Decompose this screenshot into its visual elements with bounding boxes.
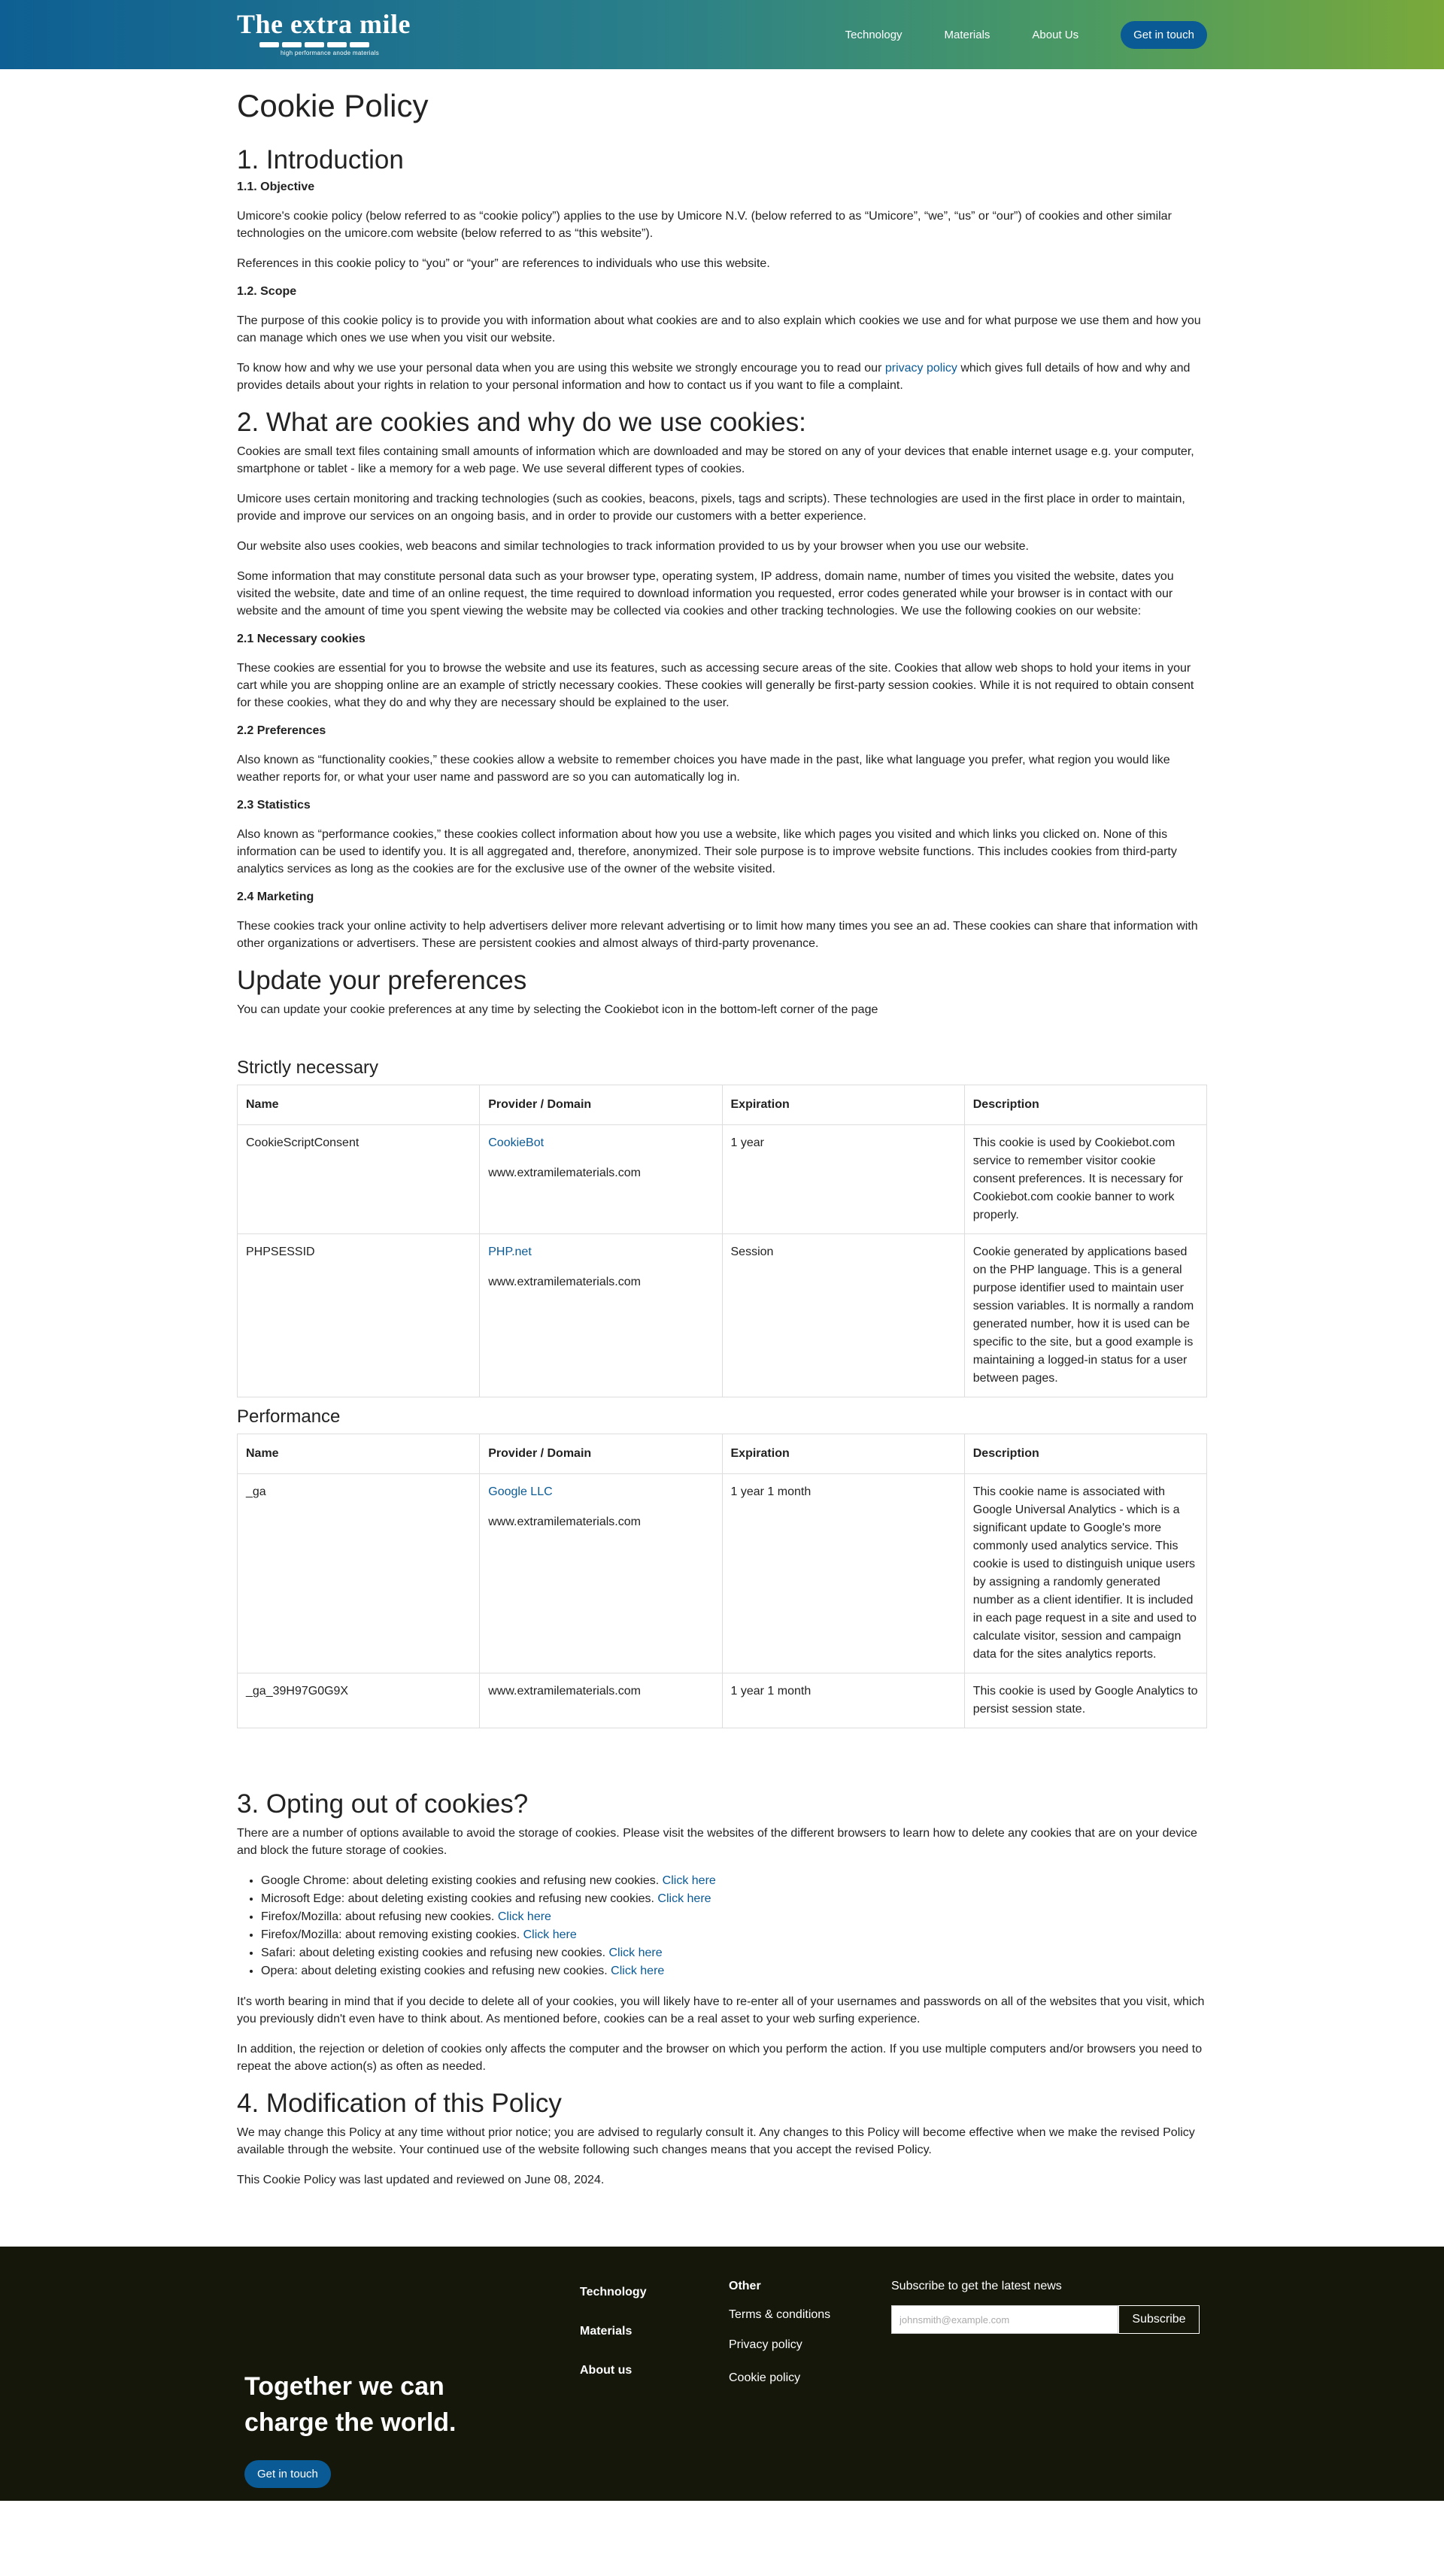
cookie-name: _ga <box>238 1474 480 1673</box>
paragraph: This Cookie Policy was last updated and reviewed on June 08, 2024. <box>237 2174 605 2187</box>
section-introduction <box>237 144 1207 394</box>
nav-about-us[interactable]: About Us <box>1032 29 1079 41</box>
logo-title: The extra mile <box>237 9 411 39</box>
paragraph: Our website also uses cookies, web beacons and similar technologies to track information provided to us by your browser when you use our website. <box>237 540 1029 554</box>
section-heading: 1. Introduction <box>237 145 404 175</box>
paragraph: You can update your cookie preferences at any time by selecting the Cookiebot icon in the bottom-left corner of the page <box>237 1003 878 1017</box>
cookie-expiration: Session <box>722 1234 964 1397</box>
paragraph: Cookies are small text files containing small amounts of information which are downloaded and may be stored on any of your devices that enable internet usage e.g. your computer, smartphone or tablet - like a memory for a web page. We use several different types of cookies. <box>237 445 1194 476</box>
site-footer <box>0 2247 1444 2501</box>
paragraph: Umicore uses certain monitoring and tracking technologies (such as cookies, beacons, pixels, tags and scripts). These technologies are used in the first place in order to maintain, provide and improve our services on an ongoing basis, and in order to provide our customers with a better experience. <box>237 493 1185 523</box>
section-heading: 2. What are cookies and why do we use cookies: <box>237 408 806 438</box>
cookie-domain: www.extramilematerials.com <box>488 1516 641 1529</box>
subheading-marketing: 2.4 Marketing <box>237 891 314 904</box>
column-header-provider: Provider / Domain <box>480 1434 722 1474</box>
browser-list <box>237 1872 1207 1980</box>
logo[interactable] <box>237 11 411 56</box>
section-heading: Update your preferences <box>237 966 527 996</box>
column-header-description: Description <box>964 1085 1206 1125</box>
slogan-line: charge the world. <box>244 2408 457 2438</box>
paragraph: Some information that may constitute personal data such as your browser type, operating system, IP address, domain name, number of times you visited the website, dates you visited the website, date and time of an online request, the time required to download information you requested, error codes generated while your browser is in contact with our website and the amount of time you spent viewing the website may be collected via cookies and other tracking technologies. We use the following cookies on our website: <box>237 570 1174 618</box>
footer-link-materials[interactable]: Materials <box>580 2325 633 2338</box>
cookie-domain: www.extramilematerials.com <box>488 1167 641 1180</box>
cookie-table <box>237 1434 1207 1728</box>
paragraph: Umicore's cookie policy (below referred to as “cookie policy”) applies to the use by Umicore N.V. (below referred to as “Umicore”, “we”, “us” or “our”) of cookies and other similar technologies on the umicore.com website (below referred to as “this website”). <box>237 210 1172 241</box>
paragraph: In addition, the rejection or deletion of cookies only affects the computer and the browser on which you perform the action. If you use multiple computers and/or browsers you need to repeat the above action(s) as often as needed. <box>237 2043 1203 2074</box>
cookie-table-strictly-necessary <box>237 1057 1207 1397</box>
newsletter-form <box>891 2305 1200 2334</box>
nav-technology[interactable]: Technology <box>845 29 902 41</box>
newsletter-heading: Subscribe to get the latest news <box>891 2280 1062 2293</box>
cookie-name: _ga_39H97G0G9X <box>238 1673 480 1728</box>
list-item <box>261 1872 1207 1890</box>
section-opting-out <box>237 1789 1207 2075</box>
list-item <box>261 1944 1207 1962</box>
list-item-text: Firefox/Mozilla: about removing existing cookies. <box>261 1928 523 1942</box>
cookie-provider-cell <box>480 1234 722 1397</box>
click-here-link[interactable]: Click here <box>611 1965 665 1978</box>
paragraph-text: which gives full details of how and why and provides details about your rights in relation to your personal information and how to contact us if you want to file a complaint. <box>237 362 1191 393</box>
paragraph: These cookies track your online activity to help advertisers deliver more relevant advertising or to limit how many times you see an ad. These cookies can share that information with other organizations or advertisers. These are persistent cookies and almost always of third-party provenance. <box>237 920 1198 951</box>
column-header-expiration: Expiration <box>722 1434 964 1474</box>
section-heading: 3. Opting out of cookies? <box>237 1789 529 1819</box>
cookie-domain: www.extramilematerials.com <box>480 1673 722 1728</box>
list-item <box>261 1908 1207 1926</box>
cookie-provider-cell <box>480 1125 722 1234</box>
footer-nav <box>580 2286 647 2403</box>
cookie-description: Cookie generated by applications based on the PHP language. This is a general purpose identifier used to maintain user session variables. It is normally a random generated number, how it is used can be specific to the site, but a good example is maintaining a logged-in status for a user between pages. <box>964 1234 1206 1397</box>
table-row <box>238 1125 1207 1234</box>
list-item-text: Microsoft Edge: about deleting existing cookies and refusing new cookies. <box>261 1892 658 1906</box>
click-here-link[interactable]: Click here <box>657 1892 711 1906</box>
section-modification <box>237 2088 1207 2189</box>
footer-slogan <box>244 2368 457 2441</box>
footer-link-about-us[interactable]: About us <box>580 2364 633 2377</box>
site-header <box>0 0 1444 69</box>
subheading-necessary: 2.1 Necessary cookies <box>237 633 366 646</box>
column-header-name: Name <box>238 1434 480 1474</box>
paragraph: We may change this Policy at any time without prior notice; you are advised to regularly consult it. Any changes to this Policy will become effective when we make the revised Policy available through the website. Your continued use of the website following such changes means that you accept the revised Policy. <box>237 2126 1195 2157</box>
cookie-category-heading: Performance <box>237 1406 341 1428</box>
provider-link[interactable]: CookieBot <box>488 1136 545 1150</box>
table-row <box>238 1673 1207 1728</box>
cookie-expiration: 1 year 1 month <box>722 1474 964 1673</box>
subheading-objective: 1.1. Objective <box>237 181 315 194</box>
column-header-provider: Provider / Domain <box>480 1085 722 1125</box>
paragraph <box>237 360 1207 394</box>
logo-bars <box>259 42 411 47</box>
cookie-expiration: 1 year 1 month <box>722 1673 964 1728</box>
list-item <box>261 1962 1207 1980</box>
cookie-domain: www.extramilematerials.com <box>488 1276 641 1289</box>
subscribe-button[interactable]: Subscribe <box>1118 2305 1200 2334</box>
cookie-table <box>237 1085 1207 1397</box>
footer-get-in-touch-button[interactable]: Get in touch <box>244 2460 331 2488</box>
subheading-preferences: 2.2 Preferences <box>237 724 326 738</box>
list-item-text: Opera: about deleting existing cookies and refusing new cookies. <box>261 1965 611 1978</box>
nav-materials[interactable]: Materials <box>944 29 990 41</box>
column-header-description: Description <box>964 1434 1206 1474</box>
cookie-name: CookieScriptConsent <box>238 1125 480 1234</box>
cookie-description: This cookie is used by Cookiebot.com service to remember visitor cookie consent preferences. It is necessary for Cookiebot.com cookie banner to work properly. <box>964 1125 1206 1234</box>
provider-link[interactable]: Google LLC <box>488 1485 553 1499</box>
paragraph: Also known as “functionality cookies,” these cookies allow a website to remember choices you have made in the past, like what language you prefer, what region you would like weather reports for, or what your user name and password are so you can automatically log in. <box>237 754 1170 784</box>
cookie-name: PHPSESSID <box>238 1234 480 1397</box>
list-item <box>261 1926 1207 1944</box>
list-item-text: Firefox/Mozilla: about refusing new cookies. <box>261 1910 498 1924</box>
paragraph: There are a number of options available to avoid the storage of cookies. Please visit the websites of the different browsers to learn how to delete any cookies that are on your device and block the future storage of cookies. <box>237 1827 1197 1858</box>
footer-link-technology[interactable]: Technology <box>580 2286 647 2299</box>
footer-other-heading: Other <box>729 2280 761 2293</box>
list-item-text: Google Chrome: about deleting existing cookies and refusing new cookies. <box>261 1874 663 1888</box>
cookie-expiration: 1 year <box>722 1125 964 1234</box>
paragraph: Also known as “performance cookies,” these cookies collect information about how you use a website, like which pages you visited and which links you clicked on. None of this information can be used to identify you. It is all aggregated and, therefore, anonymized. Their sole purpose is to improve website functions. This includes cookies from third-party analytics services as long as the cookies are for the exclusive use of the owner of the website visited. <box>237 828 1177 876</box>
footer-link-cookie-policy[interactable]: Cookie policy <box>729 2371 801 2385</box>
table-row <box>238 1474 1207 1673</box>
subheading-statistics: 2.3 Statistics <box>237 799 311 812</box>
footer-link-terms[interactable]: Terms & conditions <box>729 2308 831 2322</box>
list-item <box>261 1890 1207 1908</box>
paragraph: The purpose of this cookie policy is to provide you with information about what cookies are and to also explain which cookies we use and for what purpose we use them and how you can manage which ones we use when you visit our website. <box>237 314 1201 345</box>
email-field[interactable] <box>891 2305 1118 2334</box>
click-here-link[interactable]: Click here <box>497 1910 551 1924</box>
get-in-touch-button[interactable]: Get in touch <box>1121 21 1207 49</box>
column-header-name: Name <box>238 1085 480 1125</box>
privacy-policy-link[interactable]: privacy policy <box>884 362 957 375</box>
cookie-provider-cell <box>480 1474 722 1673</box>
section-update-preferences <box>237 965 1207 1018</box>
cookie-table-performance <box>237 1406 1207 1728</box>
cookie-description: This cookie name is associated with Google Universal Analytics - which is a significant update to Google's more commonly used analytics service. This cookie is used to distinguish unique users by assigning a randomly generated number as a client identifier. It is included in each page request in a site and used to calculate visitor, session and campaign data for the sites analytics reports. <box>964 1474 1206 1673</box>
paragraph-text: To know how and why we use your personal data when you are using this website we strongly encourage you to read our <box>237 362 885 375</box>
logo-tagline: high performance anode materials <box>281 50 380 56</box>
newsletter <box>891 2280 1200 2334</box>
page-title: Cookie Policy <box>237 88 429 123</box>
paragraph: It's worth bearing in mind that if you decide to delete all of your cookies, you will likely have to re-enter all of your usernames and passwords on all of the websites that you visit, which you previously didn't even have to think about. As mentioned before, cookies can be a real asset to your web surfing experience. <box>237 1995 1205 2026</box>
list-item-text: Safari: about deleting existing cookies and refusing new cookies. <box>261 1946 609 1960</box>
footer-link-privacy[interactable]: Privacy policy <box>729 2338 802 2352</box>
footer-other <box>729 2280 830 2402</box>
click-here-link[interactable]: Click here <box>608 1946 663 1960</box>
paragraph: References in this cookie policy to “you” or “your” are references to individuals who use this website. <box>237 257 770 271</box>
cookie-category-heading: Strictly necessary <box>237 1057 379 1079</box>
section-heading: 4. Modification of this Policy <box>237 2089 562 2119</box>
main-nav <box>845 21 1207 49</box>
cookie-description: This cookie is used by Google Analytics to persist session state. <box>964 1673 1206 1728</box>
column-header-expiration: Expiration <box>722 1085 964 1125</box>
click-here-link[interactable]: Click here <box>523 1928 577 1942</box>
subheading-scope: 1.2. Scope <box>237 285 297 299</box>
section-what-are-cookies <box>237 407 1207 952</box>
click-here-link[interactable]: Click here <box>662 1874 716 1888</box>
slogan-line: Together we can <box>244 2372 444 2402</box>
provider-link[interactable]: PHP.net <box>488 1246 532 1259</box>
main-content <box>237 69 1207 2247</box>
table-row <box>238 1234 1207 1397</box>
paragraph: These cookies are essential for you to browse the website and use its features, such as accessing secure areas of the site. Cookies that allow web shops to hold your items in your cart while you are shopping online are an example of strictly necessary cookies. These cookies will generally be first-party session cookies. While it is not required to obtain consent for these cookies, what they do and why they are necessary should be explained to the user. <box>237 662 1194 710</box>
